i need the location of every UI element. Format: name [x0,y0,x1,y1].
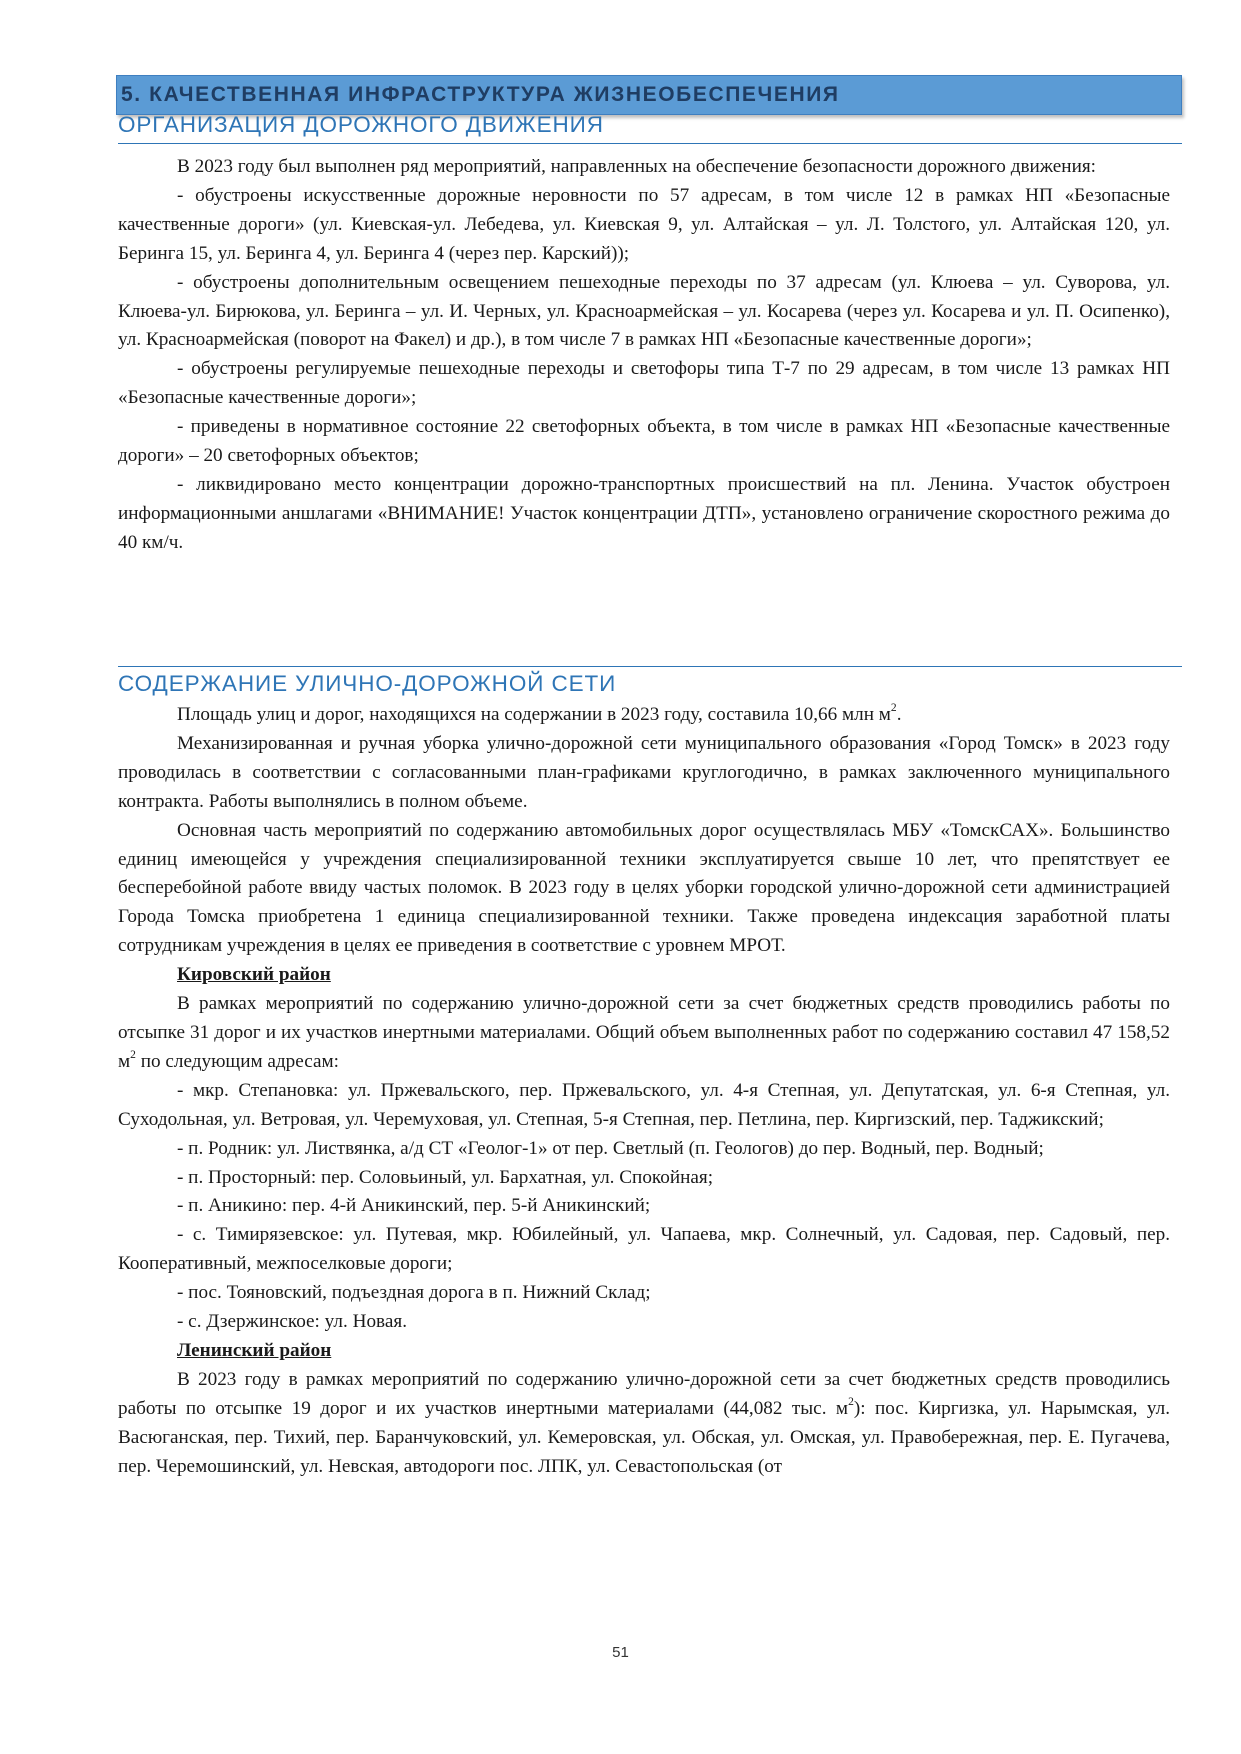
paragraph: - обустроены дополнительным освещением пешеходные переходы по 37 адресам (ул. Клюева – ул. Суворова, ул. Клюева-ул. Бирюкова, ул. Беринга – ул. И. Черных, ул. Красноармейская – ул. Косарева (через ул. Косарева и ул. П. Осипенко), ул. Красноармейская (поворот на Факел) и др.), в том числе 7 в рамках НП «Безопасные качественные дороги»; [118,271,1170,351]
paragraph: Основная часть мероприятий по содержанию автомобильных дорог осуществлялась МБУ «ТомскСАХ». Большинство единиц имеющейся у учреждения специализированной техники эксплуатируется свыше 10 лет, что препятствует ее бесперебойной работе ввиду частых поломок. В 2023 году в целях уборки городской улично-дорожной сети администрацией Города Томска приобретена 1 единица специализированной техники. Также проведена индексация заработной платы сотрудникам учреждения в целях ее приведения в соответствие с уровнем МРОТ. [118,819,1170,957]
section1-rule [118,143,1182,144]
paragraph-text: . [896,704,902,725]
paragraph-lenin [118,1366,1170,1482]
paragraph-text: В 2023 году в рамках мероприятий по содержанию улично-дорожной сети за счет бюджетных средств проводились работы по отсыпке 19 дорог и их участков инертными материалами (44,082 тыс. м [118,1368,1170,1419]
superscript: 2 [848,1396,854,1409]
paragraph: - приведены в нормативное состояние 22 светофорных объекта, в том числе в рамках НП «Безопасные качественные дороги» – 20 светофорных объектов; [118,416,1170,467]
paragraph-text: ): пос. Киргизка, ул. Нарымская, ул. Васюганская, пер. Тихий, пер. Баранчуковский, ул. Кемеровская, ул. Обская, ул. Омская, ул. Правобережная, пер. Е. Пугачева, пер. Черемошинский, ул. Невская, автодороги пос. ЛПК, ул. Севастопольская (от [118,1397,1170,1477]
list-item: - п. Аникино: пер. 4-й Аникинский, пер. 5-й Аникинский; [177,1195,651,1217]
kirov-heading: Кировский район [177,964,331,986]
paragraph: В 2023 году был выполнен ряд мероприятий, направленных на обеспечение безопасности дорожного движения: [177,156,1097,177]
paragraph-text: по следующим адресам: [135,1050,340,1072]
paragraph: - обустроены регулируемые пешеходные переходы и светофоры типа Т-7 по 29 адресам, в том числе 13 рамках НП «Безопасные качественные дороги»; [118,358,1170,409]
section-banner-title: 5. КАЧЕСТВЕННАЯ ИНФРАСТРУКТУРА ЖИЗНЕОБЕСПЕЧЕНИЯ [121,83,840,106]
page-number: 51 [612,1644,629,1661]
paragraph-kirov-intro [118,990,1170,1077]
section1-title: ОРГАНИЗАЦИЯ ДОРОЖНОГО ДВИЖЕНИЯ [118,112,604,137]
section2-title: СОДЕРЖАНИЕ УЛИЧНО-ДОРОЖНОЙ СЕТИ [118,671,617,696]
section1-body [118,153,1170,558]
list-item: - с. Тимирязевское: ул. Путевая, мкр. Юбилейный, ул. Чапаева, мкр. Солнечный, ул. Садовая, пер. Садовый, пер. Кооперативный, межпоселковые дороги; [118,1224,1170,1275]
paragraph-text: Площадь улиц и дорог, находящихся на содержании в 2023 году, составила 10,66 млн м [177,704,891,725]
paragraph: Механизированная и ручная уборка улично-дорожной сети муниципального образования «Город Томск» в 2023 году проводилась в соответствии с согласованными план-графиками круглогодично, в рамках заключенного муниципального контракта. Работы выполнялись в полном объеме. [118,732,1170,812]
section2-rule-top [118,666,1182,667]
list-item: - пос. Тояновский, подъездная дорога в п. Нижний Склад; [177,1282,651,1304]
list-item: - п. Родник: ул. Листвянка, а/д СТ «Геолог-1» от пер. Светлый (п. Геологов) до пер. Водный, пер. Водный; [177,1137,1044,1159]
paragraph-text: В рамках мероприятий по содержанию улично-дорожной сети за счет бюджетных средств проводились работы по отсыпке 31 дорог и их участков инертными материалами. Общий объем выполненных работ по содержанию составил 47 158,52 м [118,993,1170,1072]
paragraph: - обустроены искусственные дорожные неровности по 57 адресам, в том числе 12 в рамках НП «Безопасные качественные дороги» (ул. Киевская-ул. Лебедева, ул. Киевская 9, ул. Алтайская – ул. Л. Толстого, ул. Алтайская 120, ул. Беринга 15, ул. Беринга 4, ул. Беринга 4 (через пер. Карский)); [118,184,1170,264]
paragraph-area [118,701,1170,730]
lenin-heading: Ленинский район [177,1339,332,1361]
list-item: - мкр. Степановка: ул. Пржевальского, пер. Пржевальского, ул. 4-я Степная, ул. Депутатская, ул. 6-я Степная, ул. Суходольная, ул. Ветровая, ул. Черемуховая, ул. Степная, 5-я Степная, пер. Петлина, пер. Киргизский, пер. Таджикский; [118,1079,1170,1130]
paragraph: - ликвидировано место концентрации дорожно-транспортных происшествий на пл. Ленина. Участок обустроен информационными аншлагами «ВНИМАНИЕ! Участок концентрации ДТП», установлено ограничение скоростного режима до 40 км/ч. [118,473,1170,553]
section2-body [118,701,1170,1481]
list-item: - п. Просторный: пер. Соловьиный, ул. Бархатная, ул. Спокойная; [177,1166,714,1188]
superscript: 2 [130,1049,136,1062]
superscript: 2 [890,702,897,715]
list-item: - с. Дзержинское: ул. Новая. [177,1311,407,1333]
section-banner [116,75,1182,115]
